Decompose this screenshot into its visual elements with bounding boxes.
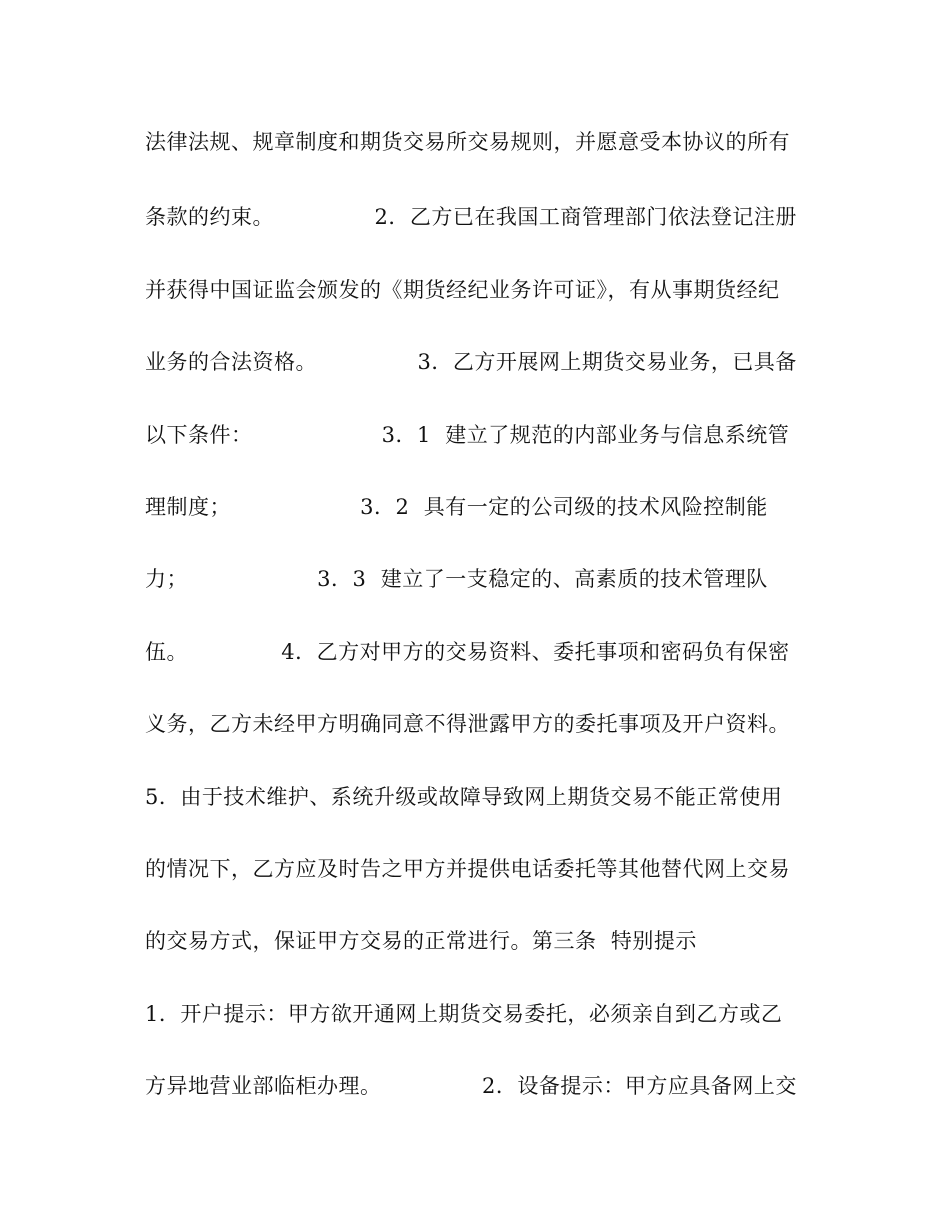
text-line: 5．由于技术维护、系统升级或故障导致网上期货交易不能正常使用 [145,785,783,809]
text-line: 伍。 4．乙方对甲方的交易资料、委托事项和密码负有保密 [145,640,790,664]
text-line: 1．开户提示：甲方欲开通网上期货交易委托，必须亲自到乙方或乙 [145,1002,783,1026]
text-line: 并获得中国证监会颁发的《期货经纪业务许可证》，有从事期货经纪 [145,278,780,302]
text-line: 理制度； 3．2 具有一定的公司级的技术风险控制能 [145,495,768,519]
text-line: 方异地营业部临柜办理。 2．设备提示：甲方应具备网上交 [145,1074,797,1098]
text-line: 力； 3．3 建立了一支稳定的、高素质的技术管理队 [145,567,768,591]
text-line: 的交易方式，保证甲方交易的正常进行。第三条 特别提示 [145,929,697,953]
text-line: 义务，乙方未经甲方明确同意不得泄露甲方的委托事项及开户资料。 [145,712,790,736]
text-line: 业务的合法资格。 3．乙方开展网上期货交易业务，已具备 [145,350,797,374]
text-line: 法律法规、规章制度和期货交易所交易规则，并愿意受本协议的所有 [145,130,790,154]
text-line: 以下条件： 3．1 建立了规范的内部业务与信息系统管 [145,423,790,447]
text-line: 条款的约束。 2．乙方已在我国工商管理部门依法登记注册 [145,205,797,229]
text-line: 的情况下，乙方应及时告之甲方并提供电话委托等其他替代网上交易 [145,857,790,881]
